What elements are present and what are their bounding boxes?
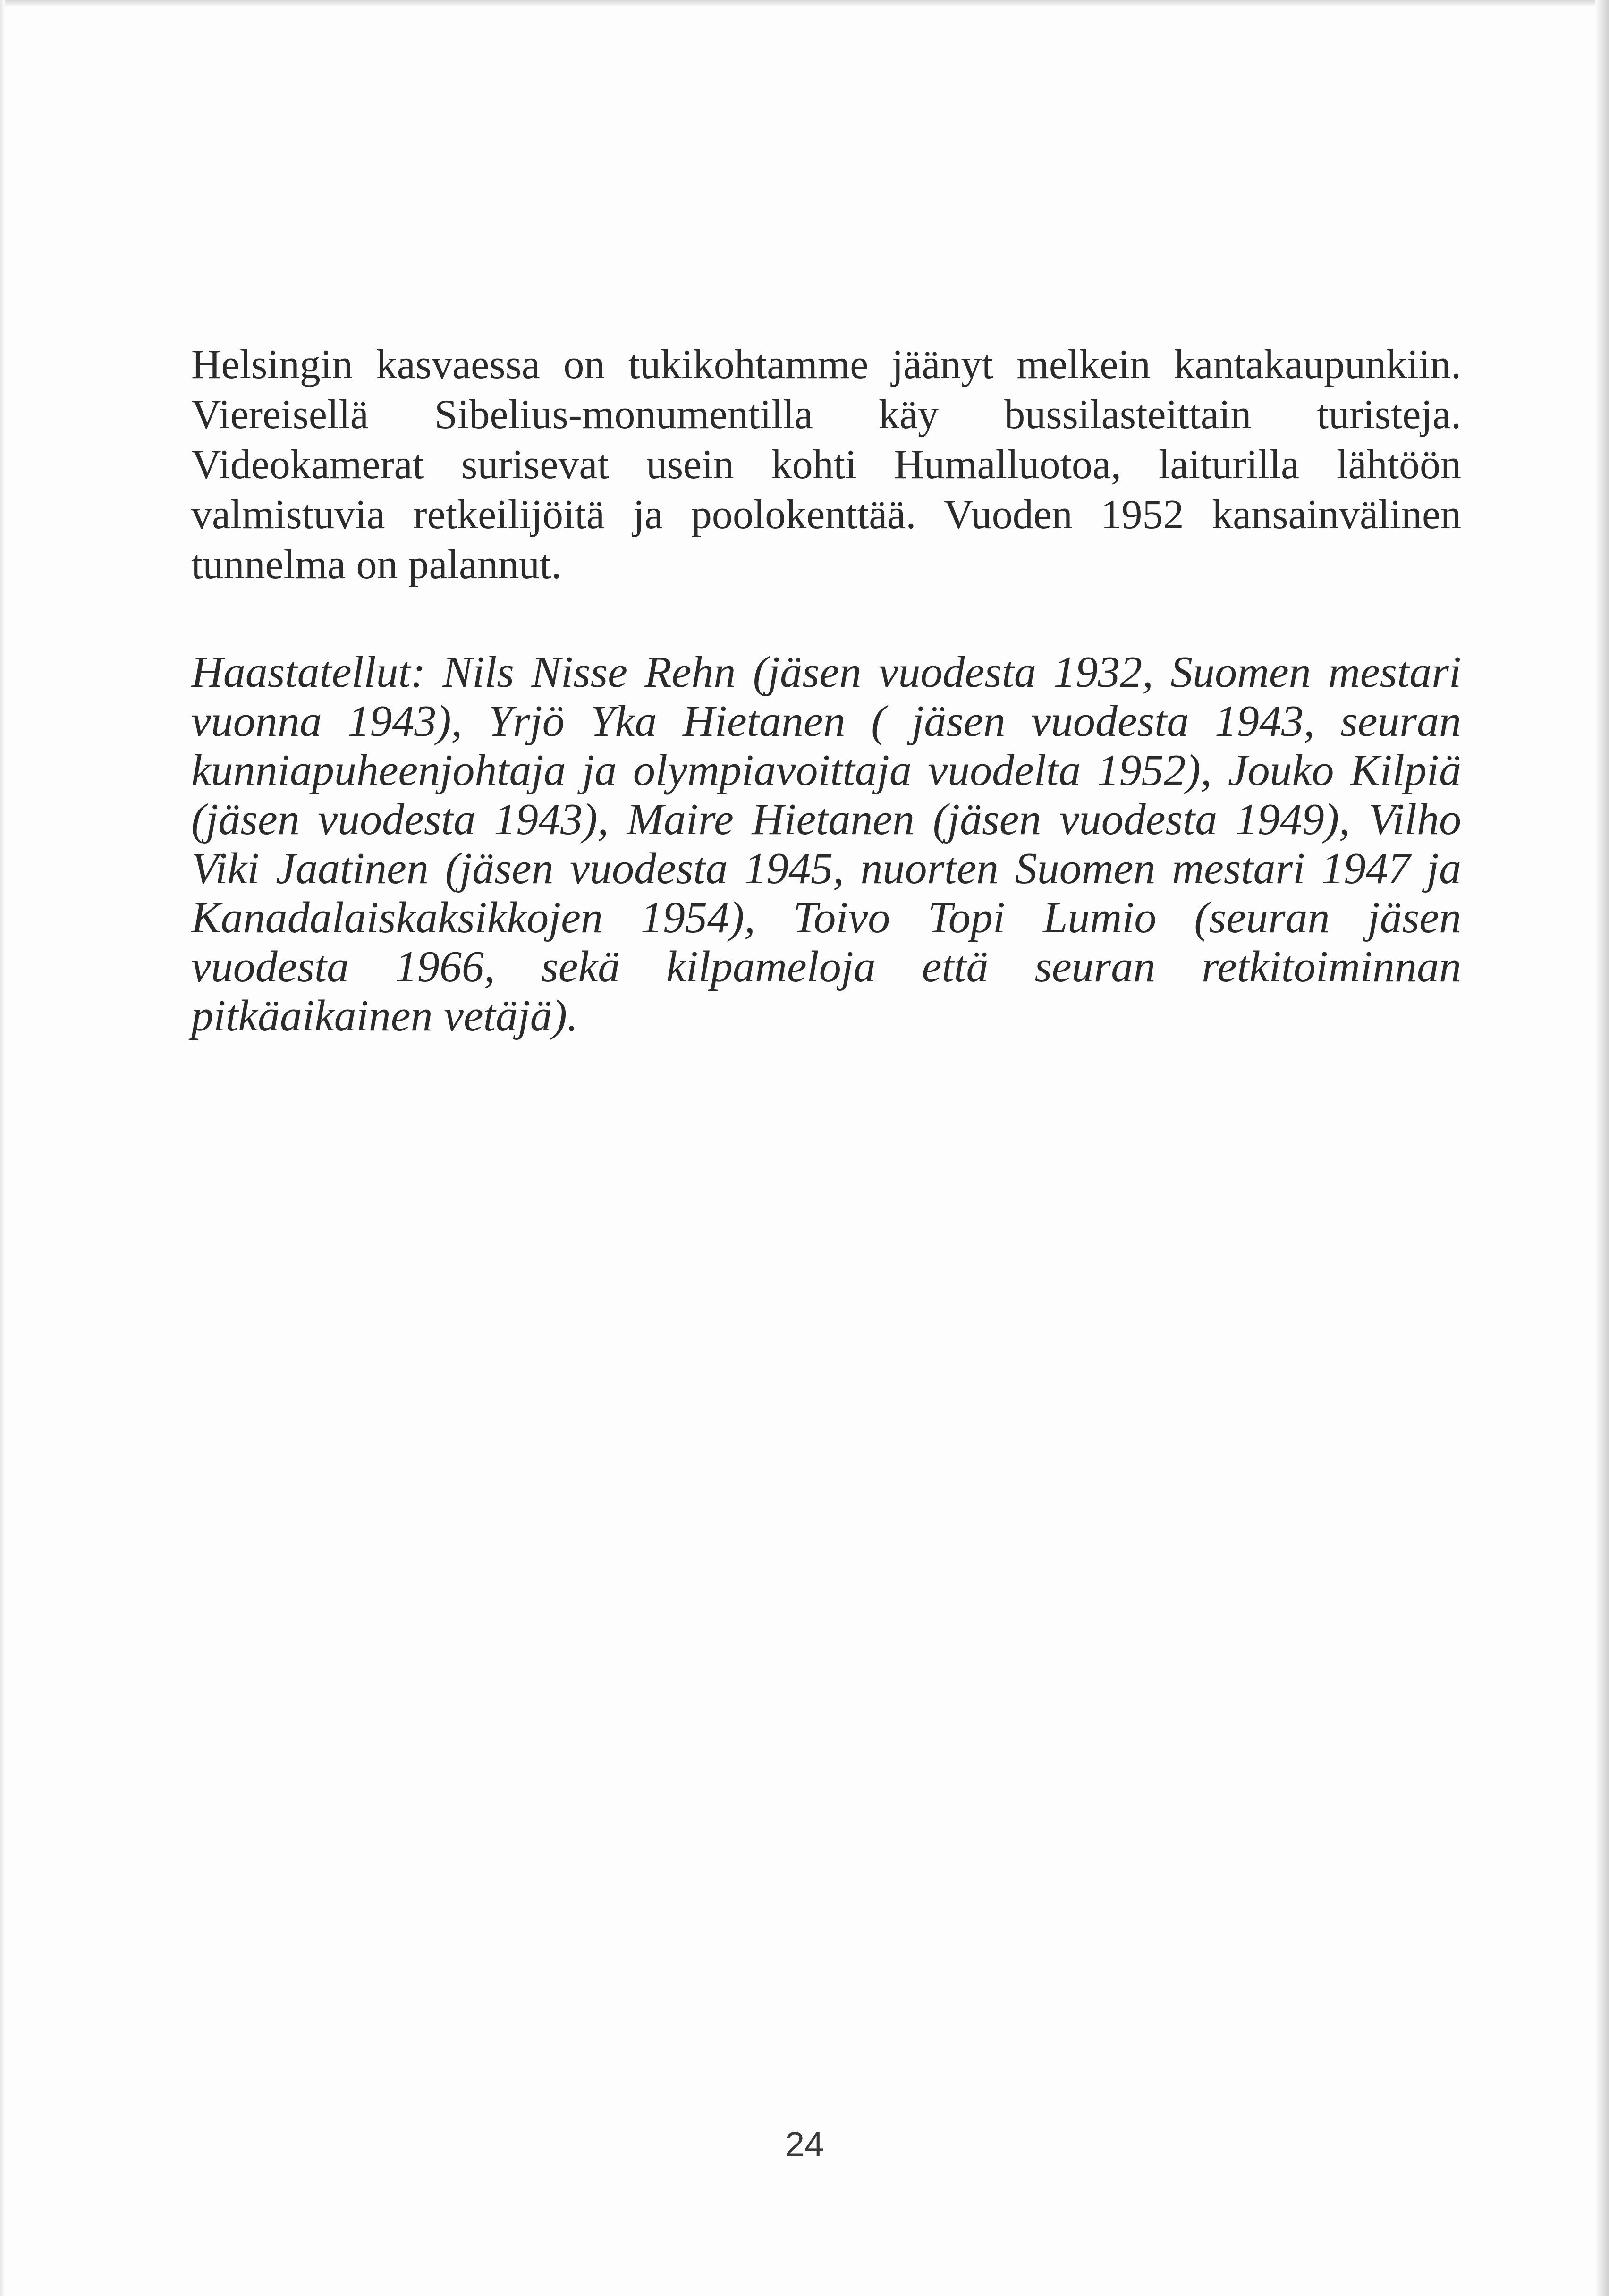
scan-edge-left [0, 0, 5, 2296]
scan-edge-right [1595, 0, 1609, 2296]
body-paragraph: Helsingin kasvaessa on tukikohtamme jäänyt melkein kantakaupunkiin. Viereisellä Sibelius-monumentilla käy bussilasteittain turisteja. Videokamerat surisevat usein kohti Humalluotoa, laiturilla lähtöön valmistuvia retkeilijöitä ja poolokenttää. Vuoden 1952 kansainvälinen tunnelma on palannut. [191, 342, 1461, 588]
page-number: 24 [785, 2125, 824, 2164]
scan-edge-top [0, 0, 1609, 7]
interviewees-paragraph: Haastatellut: Nils Nisse Rehn (jäsen vuodesta 1932, Suomen mestari vuonna 1943), Yrjö Yka Hietanen ( jäsen vuodesta 1943, seuran kunniapuheenjohtaja ja olympiavoittaja vuodelta 1952), Jouko Kilpiä (jäsen vuodesta 1943), Maire Hietanen (jäsen vuodesta 1949), Vilho Viki Jaatinen (jäsen vuodesta 1945, nuorten Suomen mestari 1947 ja Kanadalaiskaksikkojen 1954), Toivo Topi Lumio (seuran jäsen vuodesta 1966, sekä kilpameloja että seuran retkitoiminnan pitkäaikainen vetäjä). [191, 648, 1461, 1040]
